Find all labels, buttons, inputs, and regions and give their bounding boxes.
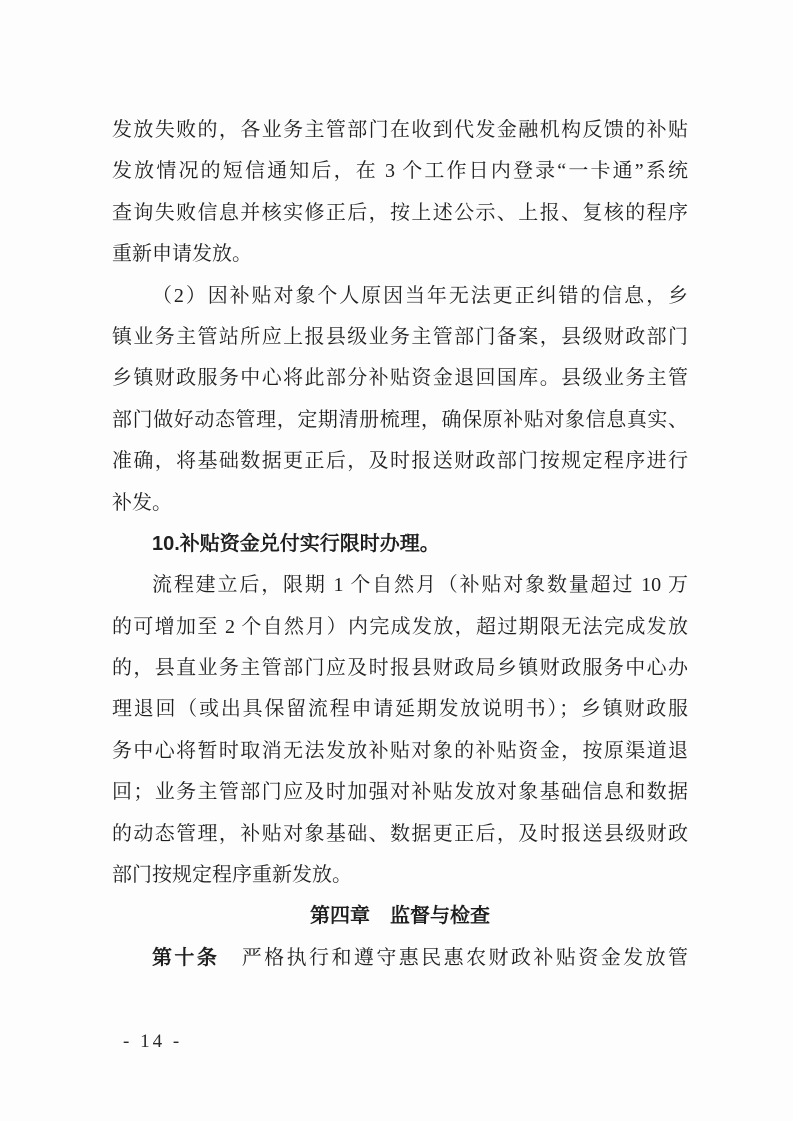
text-line: 查询失败信息并核实修正后，按上述公示、上报、复核的程序 [112,201,688,224]
text-line: 的动态管理，补贴对象基础、数据更正后，及时报送县级财政 [112,822,688,845]
text-line: 乡镇财政服务中心将此部分补贴资金退回国库。县级业务主管 [112,367,688,390]
text-line: 重新申请发放。 [112,243,252,266]
text-line: 务中心将暂时取消无法发放补贴对象的补贴资金，按原渠道退 [112,739,688,762]
text-line: 发放情况的短信通知后，在 3 个工作日内登录“一卡通”系统 [112,160,688,183]
text-line: （2）因补贴对象个人原因当年无法更正纠错的信息，乡 [152,284,688,307]
text-line: 回；业务主管部门应及时加强对补贴发放对象基础信息和数据 [112,781,688,804]
text-line: 理退回（或出具保留流程申请延期发放说明书）；乡镇财政服 [112,698,688,721]
page-number: - 14 - [123,1031,183,1052]
text-line: 的可增加至 2 个自然月）内完成发放，超过期限无法完成发放 [112,615,688,638]
text-line: 的，县直业务主管部门应及时报县财政局乡镇财政服务中心办 [112,657,688,680]
text-line [112,938,688,979]
text-line: 镇业务主管站所应上报县级业务主管部门备案，县级财政部门 [112,325,688,348]
article-text: 严格执行和遵守惠民惠农财政补贴资金发放管 [219,946,688,969]
document-body [112,110,688,979]
text-line: 准确，将基础数据更正后，及时报送财政部门按规定程序进行 [112,450,688,473]
text-line: 部门按规定程序重新发放。 [112,864,352,887]
heading-line: 10.补贴资金兑付实行限时办理。 [152,532,440,555]
article-number: 第十条 [152,946,220,969]
text-line: 发放失败的，各业务主管部门在收到代发金融机构反馈的补贴 [112,119,688,141]
text-line: 流程建立后，限期 1 个自然月（补贴对象数量超过 10 万 [152,574,688,597]
text-line: 补发。 [112,491,172,514]
heading-line: 第四章 监督与检查 [310,905,490,928]
text-line: 部门做好动态管理，定期清册梳理，确保原补贴对象信息真实、 [112,408,688,431]
